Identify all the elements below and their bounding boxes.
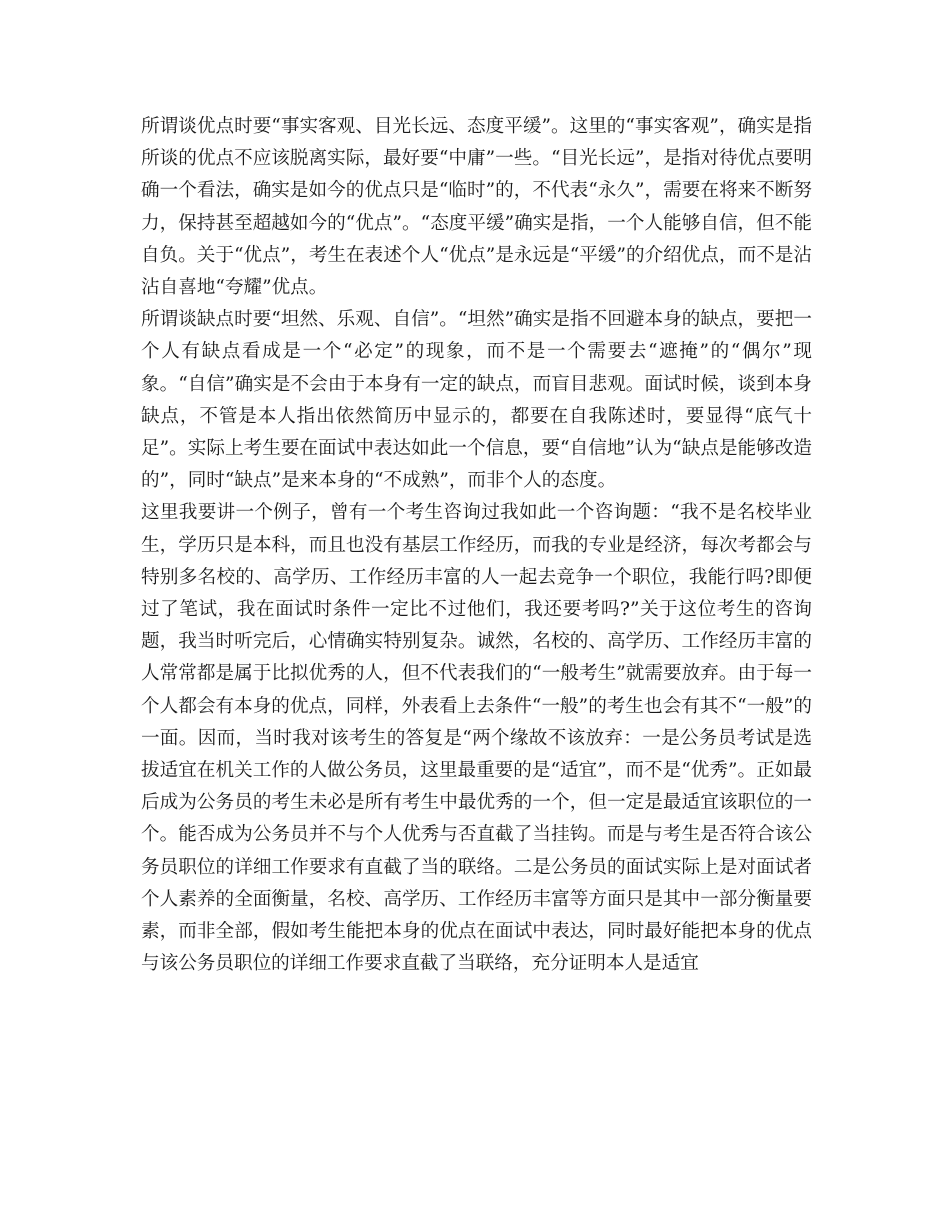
document-page	[141, 111, 812, 980]
paragraph-weaknesses: 所谓谈缺点时要“坦然、乐观、自信”。“坦然”确实是指不回避本身的缺点，要把一个人有缺点看成是一个“必定”的现象，而不是一个需要去“遮掩”的“偶尔”现象。“自信”确实是不会由于本身有一定的缺点，而盲目悲观。面试时候，谈到本身缺点，不管是本人指出依然简历中显示的，都要在自我陈述时，要显得“底气十足”。实际上考生要在面试中表达如此一个信息，要“自信地”认为“缺点是能够改造的”，同时“缺点”是来本身的“不成熟”，而非个人的态度。	[141, 309, 812, 492]
paragraph-strengths: 所谓谈优点时要“事实客观、目光长远、态度平缓”。这里的“事实客观”，确实是指所谈的优点不应该脱离实际，最好要“中庸”一些。“目光长远”，是指对待优点要明确一个看法，确实是如今的优点只是“临时”的，不代表“永久”，需要在将来不断努力，保持甚至超越如今的“优点”。“态度平缓”确实是指，一个人能够自信，但不能自负。关于“优点”，考生在表述个人“优点”是永远是“平缓”的介绍优点，而不是沾沾自喜地“夸耀”优点。	[141, 116, 812, 299]
paragraph-example: 这里我要讲一个例子，曾有一个考生咨询过我如此一个咨询题：“我不是名校毕业生，学历只是本科，而且也没有基层工作经历，而我的专业是经济，每次考都会与特别多名校的、高学历、工作经历丰富的人一起去竞争一个职位，我能行吗?即便过了笔试，我在面试时条件一定比不过他们，我还要考吗?”关于这位考生的咨询题，我当时听完后，心情确实特别复杂。诚然，名校的、高学历、工作经历丰富的人常常都是属于比拟优秀的人，但不代表我们的“一般考生”就需要放弃。由于每一个人都会有本身的优点，同样，外表看上去条件“一般”的考生也会有其不“一般”的一面。因而，当时我对该考生的答复是“两个缘故不该放弃：一是公务员考试是选拔适宜在机关工作的人做公务员，这里最重要的是“适宜”，而不是“优秀”。正如最后成为公务员的考生未必是所有考生中最优秀的一个，但一定是最适宜该职位的一个。能否成为公务员并不与个人优秀与否直截了当挂钩。而是与考生是否符合该公务员职位的详细工作要求有直截了当的联络。二是公务员的面试实际上是对面试者个人素养的全面衡量，名校、高学历、工作经历丰富等方面只是其中一部分衡量要素，而非全部，假如考生能把本身的优点在面试中表达，同时最好能把本身的优点与该公务员职位的详细工作要求直截了当联络，充分证明本人是适宜	[141, 502, 812, 975]
